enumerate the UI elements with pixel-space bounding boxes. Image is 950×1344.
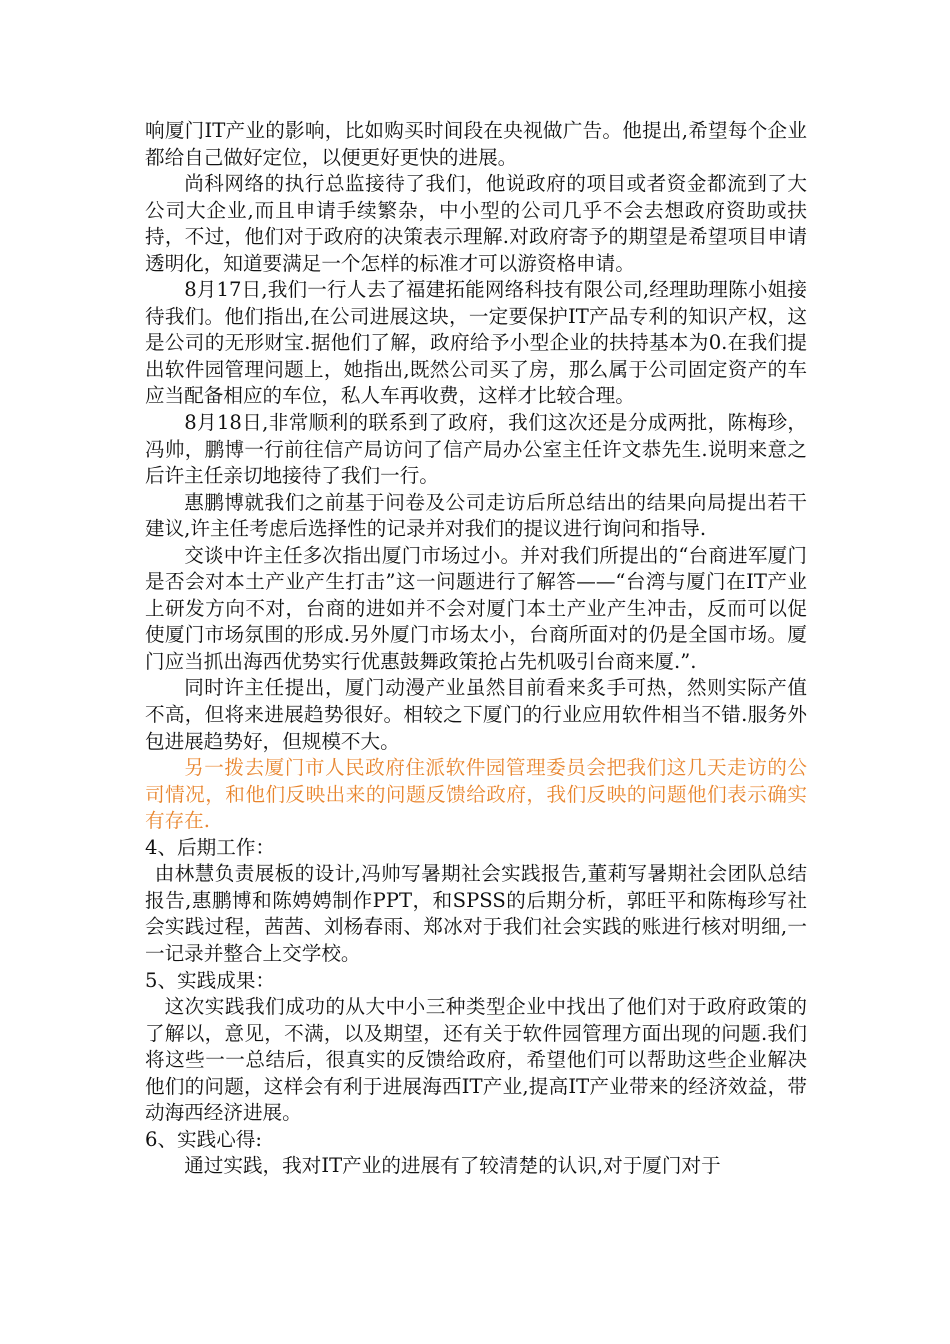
paragraph-animation-industry: 同时许主任提出，厦门动漫产业虽然目前看来炙手可热，然则实际产值不高，但将来进展趋势很好。相较之下厦门的行业应用软件相当不错.服务外包进展趋势好，但规模不大。 xyxy=(145,676,807,753)
paragraph-shangke: 尚科网络的执行总监接待了我们，他说政府的项目或者资金都流到了大公司大企业,而且申请手续繁杂，中小型的公司几乎不会去想政府资助或扶持，不过，他们对于政府的决策表示理解.对政府寄予的期望是希望项目申请透明化，知道要满足一个怎样的标准才可以游资格申请。 xyxy=(145,172,807,275)
paragraph-results: 这次实践我们成功的从大中小三种类型企业中找出了他们对于政府政策的了解以，意见，不满，以及期望，还有关于软件园管理方面出现的问题.我们将这些一一总结后，很真实的反馈给政府，希望他们可以帮助这些企业解决他们的问题，这样会有利于进展海西IT产业,提高IT产业带来的经济效益，带动海西经济进展。 xyxy=(145,995,807,1125)
paragraph-highlighted: 另一拨去厦门市人民政府住派软件园管理委员会把我们这几天走访的公司情况，和他们反映出来的问题反馈给政府，我们反映的问题他们表示确实有存在. xyxy=(145,756,807,833)
paragraph-aug-18: 8月18日,非常顺利的联系到了政府，我们这次还是分成两批，陈梅珍，冯帅，鹏博一行前往信产局访问了信产局办公室主任许文恭先生.说明来意之后许主任亲切地接待了我们一行。 xyxy=(145,411,807,488)
paragraph-conversation: 交谈中许主任多次指出厦门市场过小。并对我们所提出的“台商进军厦门是否会对本土产业产生打击”这一问题进行了解答——“台湾与厦门在IT产业上研发方向不对，台商的进如并不会对厦门本土产业产生冲击，反而可以促使厦门市场氛围的形成.另外厦门市场太小，台商所面对的仍是全国市场。厦门应当抓出海西优势实行优惠鼓舞政策抢占先机吸引台商来厦.”. xyxy=(145,543,807,673)
section-heading-later-work: 4、后期工作： xyxy=(145,835,276,859)
paragraph-suggestions: 惠鹏博就我们之前基于问卷及公司走访后所总结出的结果向局提出若干建议,许主任考虑后选择性的记录并对我们的提议进行询问和指导. xyxy=(145,490,807,541)
paragraph-aug-17: 8月17日,我们一行人去了福建拓能网络科技有限公司,经理助理陈小姐接待我们。他们指出,在公司进展这块，一定要保护IT产品专利的知识产权，这是公司的无形财宝.据他们了解，政府给予小型企业的扶持基本为0.在我们提出软件园管理问题上，她指出,既然公司买了房，那么属于公司固定资产的车应当配备相应的车位，私人车再收费，这样才比较合理。 xyxy=(145,278,807,408)
section-heading-insights: 6、实践心得: xyxy=(145,1127,263,1151)
section-heading-results: 5、实践成果： xyxy=(145,968,276,992)
paragraph-later-work: 由林慧负责展板的设计,冯帅写暑期社会实践报告,董莉写暑期社会团队总结报告,惠鹏博和陈娉娉制作PPT，和SPSS的后期分析，郭旺平和陈梅珍写社会实践过程，茜茜、刘杨春雨、郑冰对于我们社会实践的账进行核对明细,一一记录并整合上交学校。 xyxy=(145,862,807,965)
paragraph-continuation: 响厦门IT产业的影响，比如购买时间段在央视做广告。他提出,希望每个企业都给自己做好定位，以便更好更快的进展。 xyxy=(145,119,807,169)
paragraph-insights: 通过实践，我对IT产业的进展有了较清楚的认识,对于厦门对于 xyxy=(184,1154,721,1178)
document-body xyxy=(145,118,807,1180)
